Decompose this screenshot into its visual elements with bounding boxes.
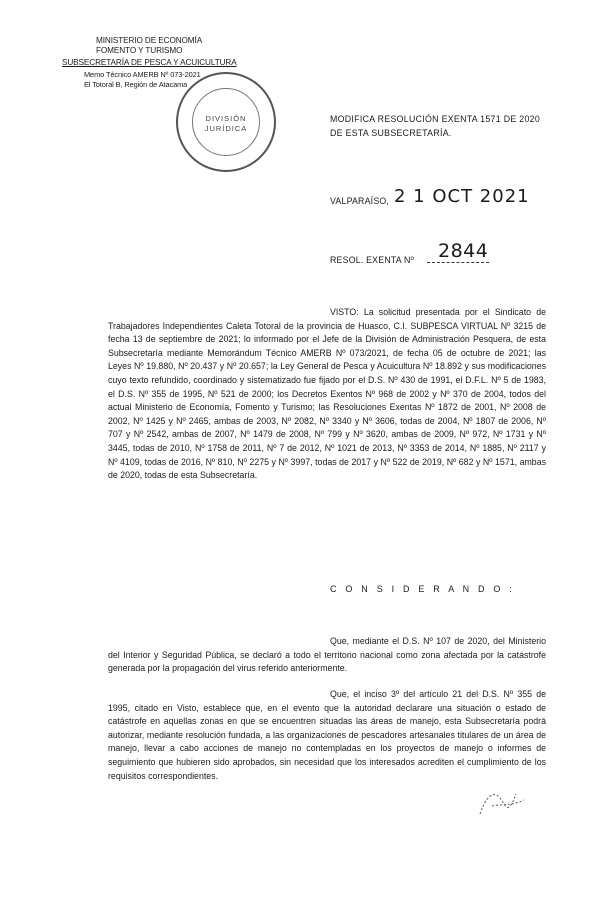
initials-mark [472, 776, 532, 826]
ministry-name: MINISTERIO DE ECONOMÍA [96, 36, 203, 45]
visto-paragraph: VISTO: La solicitud presentada por el Sindicato de Trabajadores Independientes Caleta Totoral de la provincia de Huasco, C.I. SUBPESCA VIRTUAL Nº 3215 de fecha 13 de septiembre de 2021; lo informado por el Jefe de la División de Administración Pesquera, de esta Subsecretaría mediante Memorándum Técnico AMERB Nº 073/2021, de fecha 05 de octubre de 2021; las Leyes Nº 19.880, Nº 20.437 y Nº 20.657; la Ley General de Pesca y Acuicultura Nº 18.892 y sus modificaciones cuyo texto refundido, coordinado y sistematizado fue fijado por el D.S. Nº 430 de 1991, el D.F.L. Nº 5 de 1983, el D.S. Nº 355 de 1995, Nº 521 de 2000; los Decretos Exentos Nº 968 de 2002 y Nº 370 de 2004, todos del actual Ministerio de Economía, Fomento y Turismo; las Resoluciones Exentas Nº 1872 de 2001, Nº 2008 de 2002, Nº 1425 y Nº 2465, ambas de 2003, Nº 2082, Nº 3340 y Nº 3606, todas de 2004, Nº 1807 de 2006, Nº 707 y Nº 2542, ambas de 2007, Nº 1479 de 2008, Nº 799 y Nº 3620, ambas de 2009, Nº 972, Nº 1731 y Nº 3445, todas de 2010, Nº 1758 de 2011, Nº 7 de 2012, Nº 1021 de 2013, Nº 3353 de 2014, Nº 1885, Nº 2117 y Nº 4109, todas de 2016, Nº 810, Nº 2275 y Nº 3997, todas de 2017 y Nº 522 de 2019, Nº 682 y Nº 1571, ambas de 2020, todas de esta Subsecretaría. [108, 307, 546, 481]
considerando-paragraph-1: Que, mediante el D.S. Nº 107 de 2020, del Ministerio del Interior y Seguridad Pública, se declaró a todo el territorio nacional como zona afectada por la catástrofe generada por la propagación del virus referido anteriormente. [108, 636, 546, 674]
stamp-text [178, 114, 274, 134]
ministry-name-2: FOMENTO Y TURISMO [96, 46, 183, 55]
considerando-heading: C O N S I D E R A N D O : [330, 584, 516, 594]
undersecretariat-name: SUBSECRETARÍA DE PESCA Y ACUICULTURA [62, 58, 237, 67]
resolution-number: 2844 [438, 240, 489, 262]
subject-line-1: MODIFICA RESOLUCIÓN EXENTA 1571 DE 2020 [330, 114, 541, 124]
date-stamp: 2 1 OCT 2021 [394, 186, 530, 207]
place-label: VALPARAÍSO, [330, 196, 390, 206]
memo-reference: Memo Técnico AMERB Nº 073-2021 [84, 70, 201, 79]
subject-line-2: DE ESTA SUBSECRETARÍA. [330, 128, 452, 138]
division-stamp [176, 72, 276, 172]
considerando-paragraph-2: Que, el inciso 3º del artículo 21 del D.S. Nº 355 de 1995, citado en Visto, establece que, en el evento que la autoridad declarare una situación o estado de catástrofe en aquellas zonas en que se encuentren situadas las áreas de manejo, esta Subsecretaría podrá autorizar, mediante resolución fundada, a las organizaciones de pescadores artesanales titulares de un área de manejo, llevar a cabo acciones de manejo no contempladas en los proyectos de manejo o informes de seguimiento que hubieren sido aprobados, sin necesidad que los interesados acrediten el cumplimiento de los requisitos correspondientes. [108, 689, 546, 781]
stamp-line-2: JURÍDICA [204, 124, 248, 133]
location-reference: El Totoral B, Región de Atacama [84, 80, 188, 89]
resolution-number-line [427, 262, 489, 263]
resolution-subject [330, 112, 540, 140]
stamp-line-1: DIVISIÓN [205, 114, 247, 123]
resolution-label: RESOL. EXENTA Nº [330, 255, 414, 265]
